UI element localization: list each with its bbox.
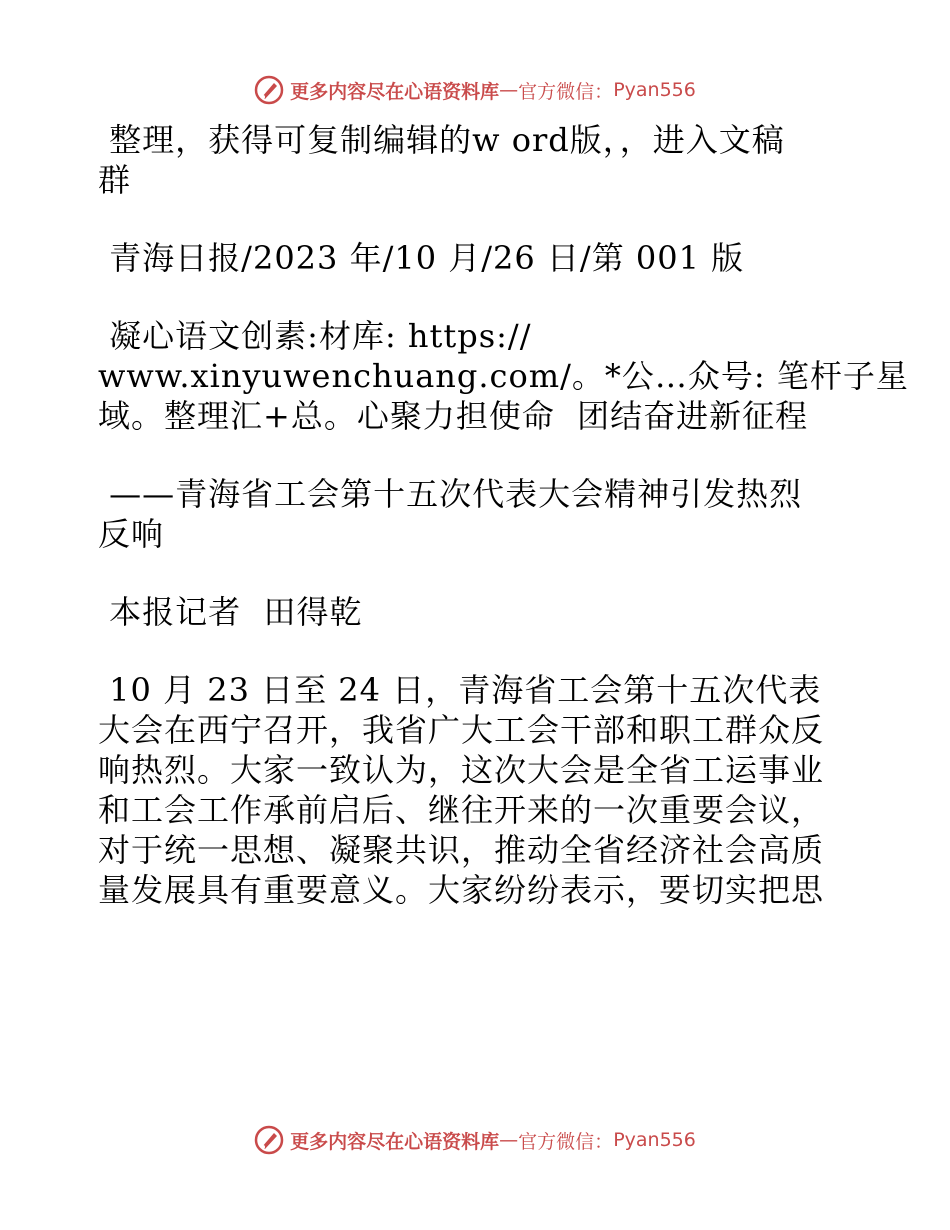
text-line: 和工会工作承前启后、继往开来的一次重要会议， — [98, 791, 825, 829]
text-line: 群 — [98, 161, 132, 199]
text-line: ——青海省工会第十五次代表大会精神引发热烈 — [98, 475, 803, 513]
paragraph-title — [98, 316, 909, 436]
text-line: 10 月 23 日至 24 日，青海省工会第十五次代表 — [98, 671, 822, 709]
banner-dash: — — [499, 1129, 519, 1151]
bottom-watermark-banner — [0, 1120, 950, 1160]
paragraph-body — [98, 670, 858, 910]
top-watermark-banner — [0, 70, 950, 110]
banner-account: Pyan556 — [613, 1129, 696, 1151]
banner-dash: — — [499, 79, 519, 101]
banner-official: 官方微信： — [518, 80, 614, 103]
banner-text: 更多内容尽在心语资料库 — [290, 80, 500, 103]
paragraph-intro — [98, 120, 858, 200]
paragraph-subtitle — [98, 474, 858, 554]
document-body — [98, 120, 909, 910]
banner-account: Pyan556 — [613, 79, 696, 101]
text-line: 反响 — [98, 515, 165, 553]
paragraph-byline — [98, 592, 858, 632]
banner-text: 更多内容尽在心语资料库 — [290, 1130, 500, 1153]
text-line: 对于统一思想、凝聚共识，推动全省经济社会高质 — [98, 831, 825, 869]
quill-logo-icon — [254, 75, 284, 105]
text-line: 大会在西宁召开，我省广大工会干部和职工群众反 — [98, 711, 825, 749]
text-line: 青海日报/2023 年/10 月/26 日/第 001 版 — [98, 239, 745, 277]
text-line: 本报记者 田得乾 — [98, 593, 363, 631]
text-line: 凝心语文创素:材库: https:// — [98, 317, 532, 355]
quill-logo-icon — [254, 1125, 284, 1155]
text-line: www.xinyuwenchuang.com/。*公…众号: 笔杆子星 — [98, 357, 909, 395]
text-line: 整理，获得可复制编辑的w ord版，，进入文稿 — [98, 121, 785, 159]
text-line: 量发展具有重要意义。大家纷纷表示，要切实把思 — [98, 871, 825, 909]
text-line: 响热烈。大家一致认为，这次大会是全省工运事业 — [98, 751, 825, 789]
banner-official: 官方微信： — [518, 1130, 614, 1153]
paragraph-source — [98, 238, 858, 278]
text-line: 域。整理汇+总。心聚力担使命 团结奋进新征程 — [98, 397, 809, 435]
